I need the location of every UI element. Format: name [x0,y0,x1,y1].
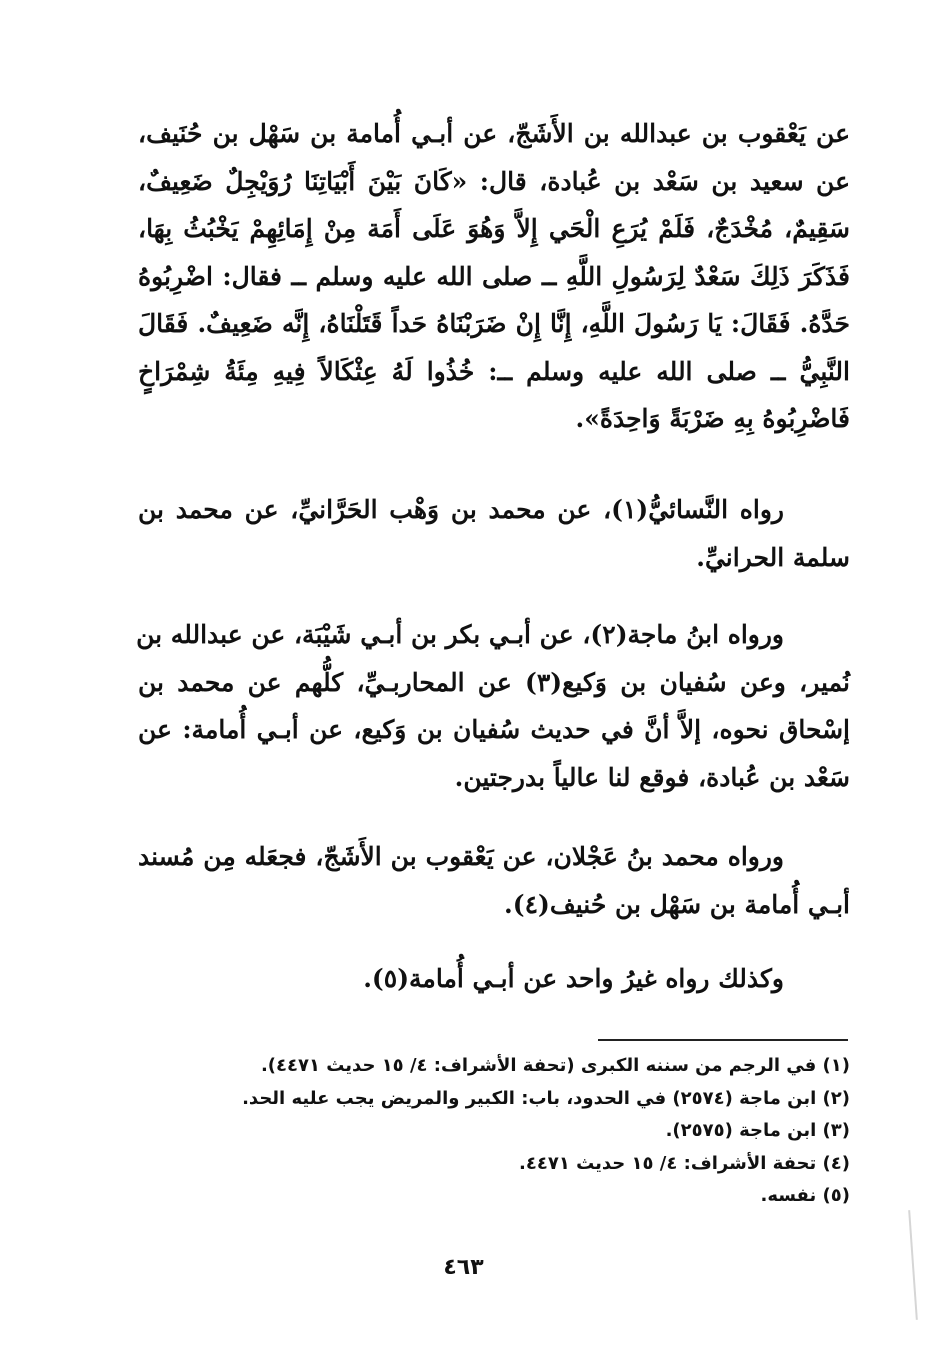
text-line: ورواه محمد بنُ عَجْلان، عن يَعْقوب بن الأَشَجّ، فجعَله مِن مُسند [138,842,784,871]
page-number: ٤٦٣ [443,1255,484,1280]
hadith-paragraph [138,110,850,443]
text-line: رواه النَّسائيُّ(١)، عن محمد بن وَهْب الحَرَّانيِّ، عن محمد بن [138,495,784,524]
text-line: إسْحاق نحوه، إلاَّ أنَّ في حديث سُفيان بن وَكيع، عن أبـي أُمامة: عن [138,715,850,744]
text-line: فَذَكَرَ ذَلِكَ سَعْدٌ لِرَسُولِ اللَّهِ ــ صلى الله عليه وسلم ــ فقال: اضْرِبُوهُ [138,261,850,291]
text-line: عن سعيد بن سَعْد بن عُبادة، قال: «كَانَ بَيْنَ أَبْيَاتِنَا رُوَيْجِلٌ ضَعِيفٌ، [138,166,850,196]
text-line: سَعْد بن عُبادة، فوقع لنا عالياً بدرجتين. [454,762,850,792]
footnote-item: (٣) ابن ماجة (٢٥٧٥). [665,1120,850,1141]
text-line: فَاضْرِبُوهُ بِهِ ضَرْبَةً وَاحِدَةً». [575,404,850,433]
text-line: ورواه ابنُ ماجة(٢)، عن أبـي بكر بن أبـي شَيْبَة، عن عبدالله بن [136,620,784,649]
text-line: سَقِيمٌ، مُخْدَجٌ، فَلَمْ يُرَعِ الْحَي إِلاَّ وَهُوَ عَلَى أَمَة مِنْ إِمَائِهِمْ يَخْبُثُ بِهَا، [138,214,850,243]
text-line: النَّبِيُّ ــ صلى الله عليه وسلم ــ: خُذُوا لَهُ عِثْكَالاً فِيهِ مِئَةُ شِمْرَاخٍ [138,356,850,386]
footnote-divider [598,1039,848,1041]
footnote-item: (٤) تحفة الأشراف: ٤/ ١٥ حديث ٤٤٧١. [519,1152,850,1174]
narration-paragraph-others [138,955,850,1003]
footnote-item: (٢) ابن ماجة (٢٥٧٤) في الحدود، باب: الكبير والمريض يجب عليه الحد. [242,1087,850,1109]
text-line: حَدَّهُ. فَقَالَ: يَا رَسُولَ اللَّهِ، إِنَّا إِنْ ضَرَبْنَاهُ حَداً قَتَلْنَاهُ، إِنَّه ضَعِيفٌ. فَقَالَ [138,309,850,338]
narration-paragraph-nasai [138,486,850,581]
footnote-item: (٥) نفسه. [760,1185,850,1206]
text-line: نُمير، وعن سُفيان بن وَكيع(٣) عن المحاربـيِّ، كلُّهم عن محمد بن [138,667,850,697]
narration-paragraph-ibn-ajlan [138,833,850,928]
narration-paragraph-ibn-majah [138,611,850,801]
text-line: وكذلك رواه غيرُ واحد عن أبـي أُمامة(٥). [363,964,784,993]
text-line: أبـي أُمامة بن سَهْل بن حُنيف(٤). [504,889,850,919]
text-line: سلمة الحرانيِّ. [696,542,850,572]
text-line: عن يَعْقوب بن عبدالله بن الأَشَجّ، عن أبـي أُمامة بن سَهْل بن حُنَيف، [138,119,850,148]
footnotes [230,1050,850,1213]
footnote-item: (١) في الرجم من سننه الكبرى (تحفة الأشراف: ٤/ ١٥ حديث ٤٤٧١). [260,1055,850,1076]
